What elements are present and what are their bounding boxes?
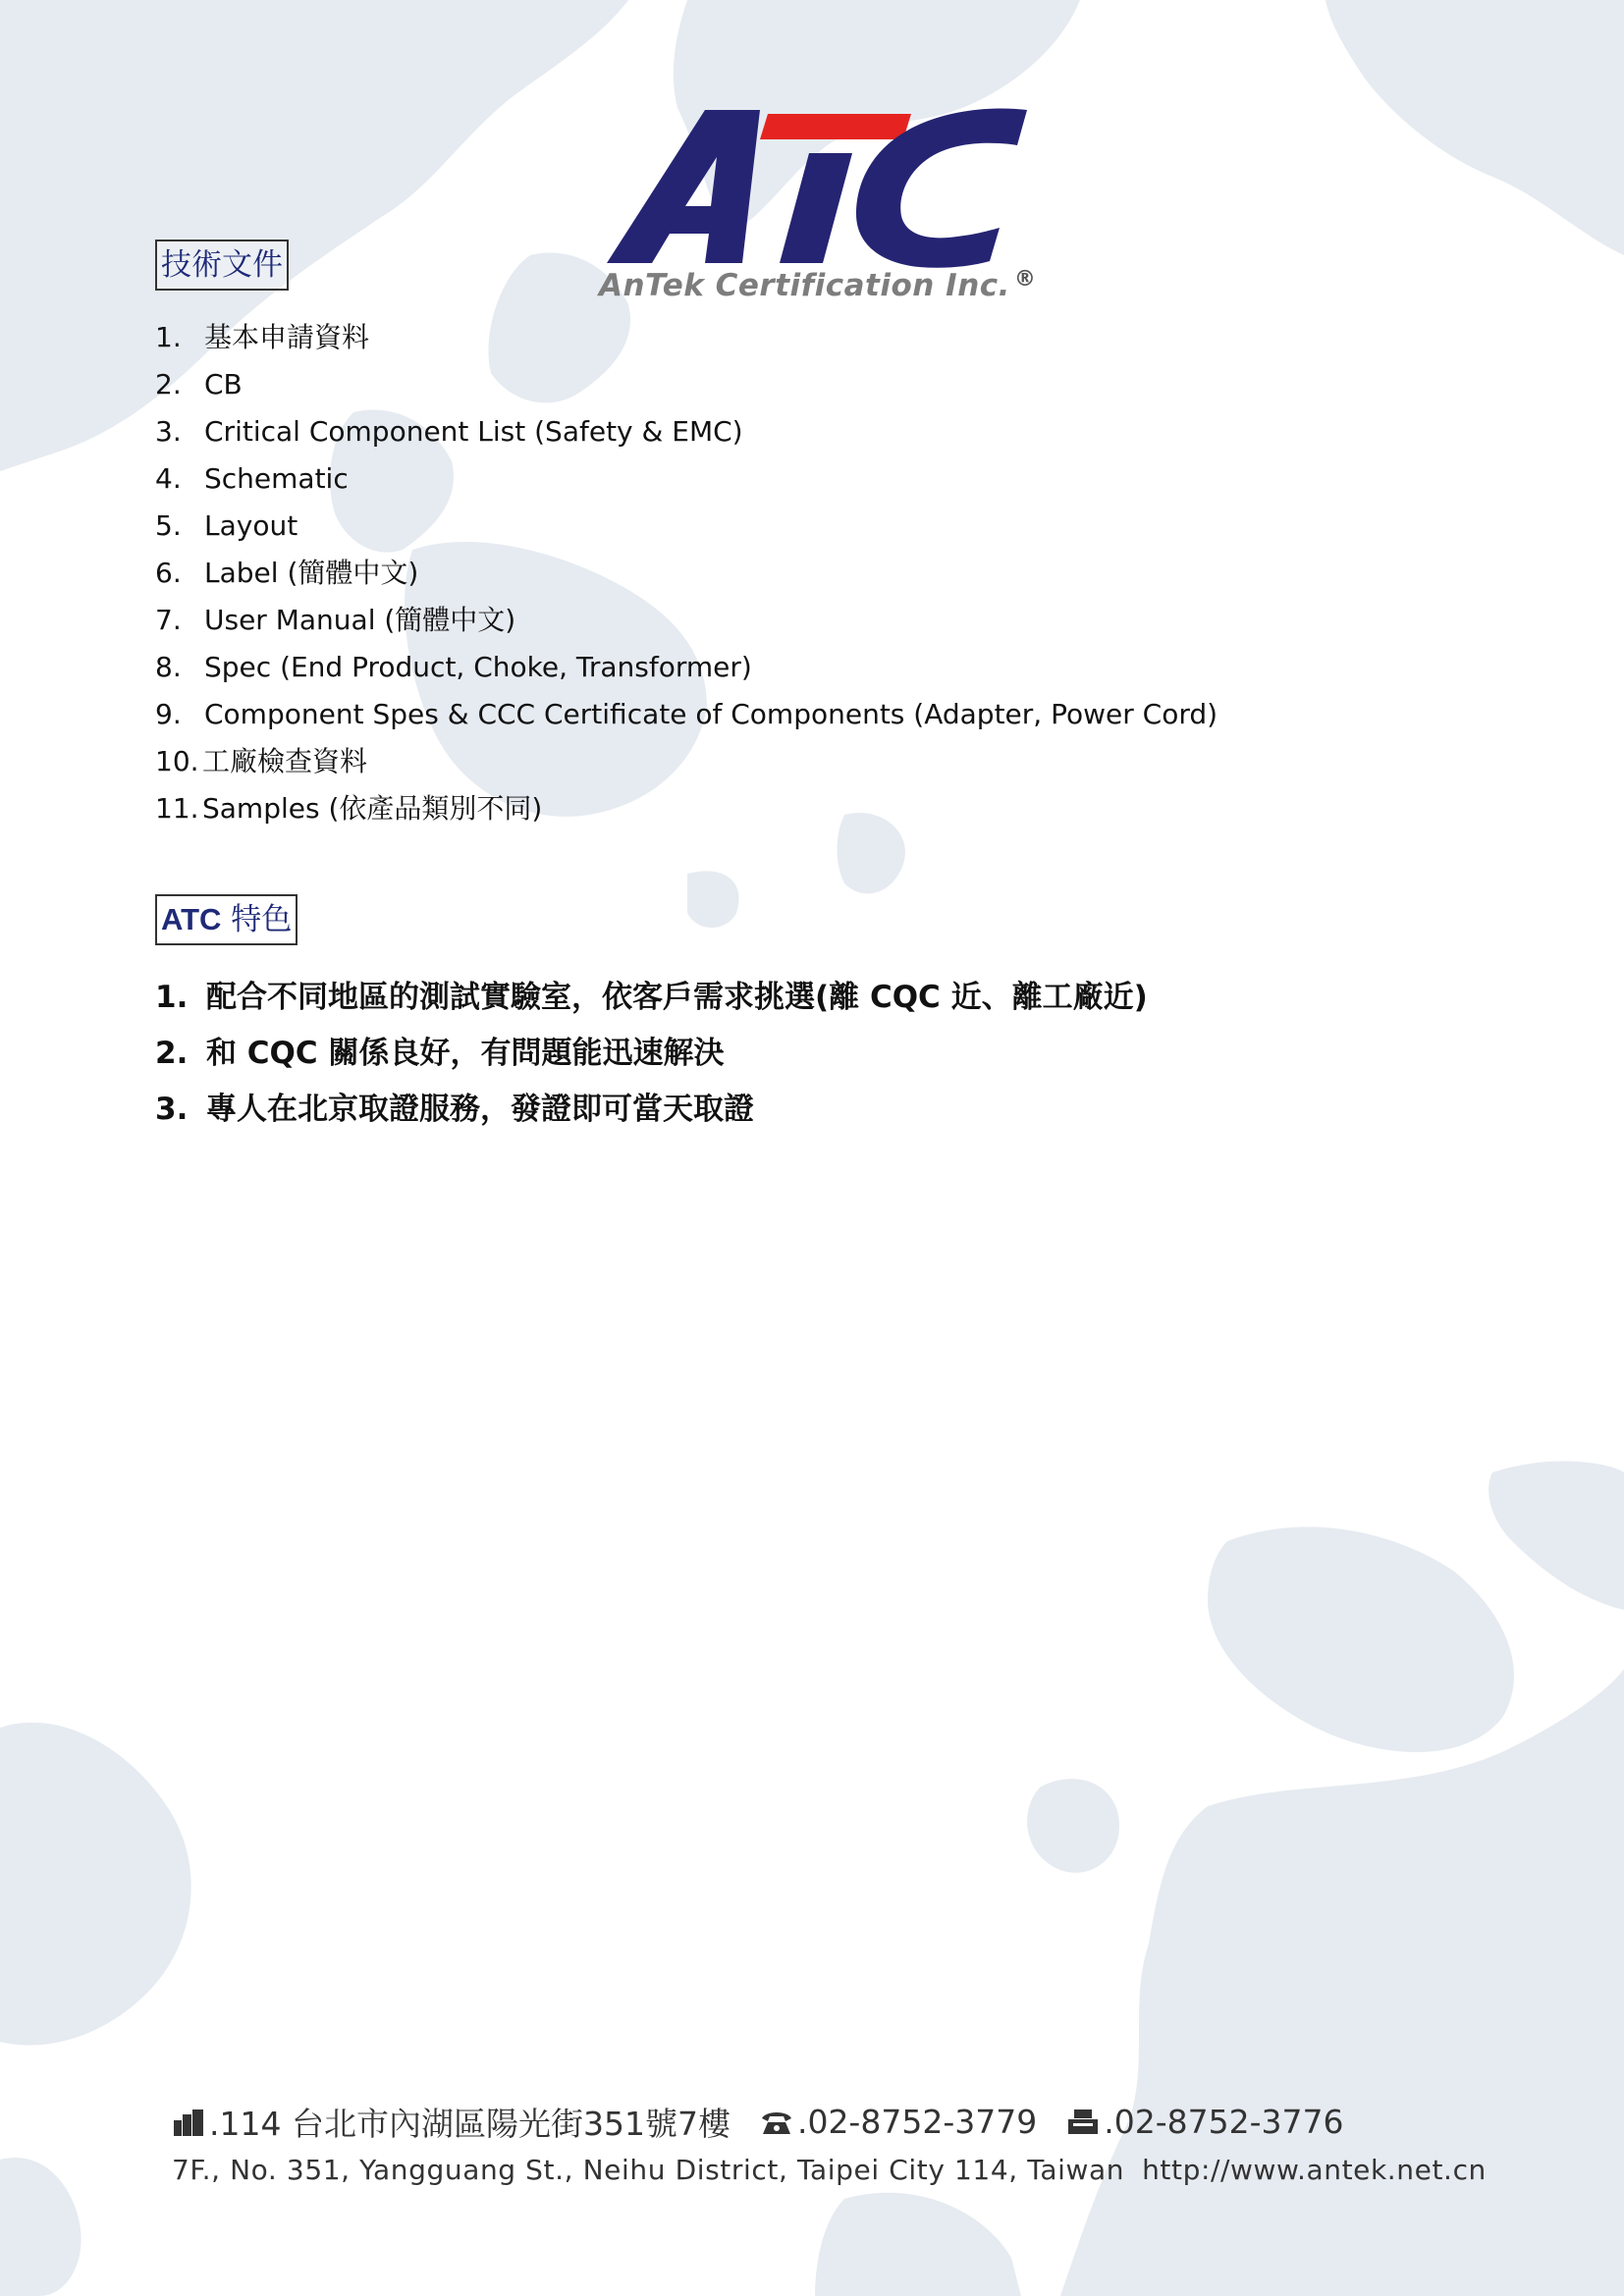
features-heading xyxy=(155,894,298,945)
list-number: 10. xyxy=(155,745,199,777)
list-number: 1. xyxy=(155,321,182,353)
list-item xyxy=(155,408,1218,455)
list-item xyxy=(155,970,1148,1026)
footer-phone-text: .02-8752-3779 xyxy=(796,2103,1038,2141)
list-number: 5. xyxy=(155,509,182,542)
footer-address-en-line xyxy=(172,2154,1487,2186)
list-number: 11. xyxy=(155,792,199,825)
list-number: 6. xyxy=(155,557,182,589)
list-text: Component Spes & CCC Certificate of Components (Adapter, Power Cord) xyxy=(204,698,1218,730)
list-text: Layout xyxy=(204,509,298,542)
footer-phone xyxy=(760,2103,1037,2141)
list-number: 9. xyxy=(155,698,182,730)
building-icon xyxy=(172,2109,205,2136)
list-item xyxy=(155,550,1218,597)
list-text: 配合不同地區的測試實驗室，依客戶需求挑選(離 CQC 近、離工廠近) xyxy=(206,980,1148,1015)
tech-docs-heading: 技術文件 xyxy=(155,240,289,291)
footer-address xyxy=(172,2099,731,2145)
footer-fax-text: .02-8752-3776 xyxy=(1104,2103,1344,2141)
features-heading-latin: ATC xyxy=(161,902,222,936)
list-number: 7. xyxy=(155,604,182,636)
list-text: Critical Component List (Safety & EMC) xyxy=(204,415,743,448)
list-text: Label (簡體中文) xyxy=(204,557,419,589)
company-name xyxy=(599,267,1036,303)
list-number: 2. xyxy=(155,1036,189,1071)
list-item xyxy=(155,1026,1148,1082)
footer-website-link[interactable]: http://www.antek.net.cn xyxy=(1142,2154,1487,2186)
list-item xyxy=(155,597,1218,644)
list-item xyxy=(155,738,1218,785)
features-list xyxy=(155,970,1148,1138)
list-text: 工廠檢查資料 xyxy=(202,745,368,777)
footer-contact-line xyxy=(172,2099,1373,2145)
list-item xyxy=(155,644,1218,691)
features-heading-cjk: 特色 xyxy=(231,902,293,937)
fax-icon xyxy=(1066,2109,1100,2136)
company-name-text: AnTek Certification Inc. xyxy=(599,268,1010,303)
list-number: 2. xyxy=(155,368,182,400)
list-item xyxy=(155,314,1218,361)
list-item xyxy=(155,691,1218,738)
list-number: 8. xyxy=(155,651,182,683)
list-text: Spec (End Product, Choke, Transformer) xyxy=(204,651,752,683)
footer-address-text: .114 台北市內湖區陽光街351號7樓 xyxy=(209,2105,731,2143)
registered-mark: ® xyxy=(1013,267,1037,292)
list-text: Schematic xyxy=(204,462,349,495)
list-text: 基本申請資料 xyxy=(204,321,370,353)
list-item xyxy=(155,455,1218,503)
list-number: 4. xyxy=(155,462,182,495)
list-item xyxy=(155,1082,1148,1138)
list-text: User Manual (簡體中文) xyxy=(204,604,516,636)
list-item xyxy=(155,503,1218,550)
footer-address-en: 7F., No. 351, Yangguang St., Neihu District, Taipei City 114, Taiwan xyxy=(172,2154,1125,2186)
list-text: 和 CQC 關係良好，有問題能迅速解決 xyxy=(206,1036,725,1071)
list-text: 專人在北京取證服務，發證即可當天取證 xyxy=(206,1092,754,1127)
list-text: Samples (依產品類別不同) xyxy=(202,792,543,825)
list-item xyxy=(155,785,1218,832)
footer-fax xyxy=(1066,2103,1343,2141)
list-text: CB xyxy=(204,368,243,400)
telephone-icon xyxy=(760,2109,793,2136)
tech-docs-list xyxy=(155,314,1218,832)
list-number: 3. xyxy=(155,415,182,448)
list-item xyxy=(155,361,1218,408)
list-number: 3. xyxy=(155,1092,189,1127)
list-number: 1. xyxy=(155,980,189,1015)
